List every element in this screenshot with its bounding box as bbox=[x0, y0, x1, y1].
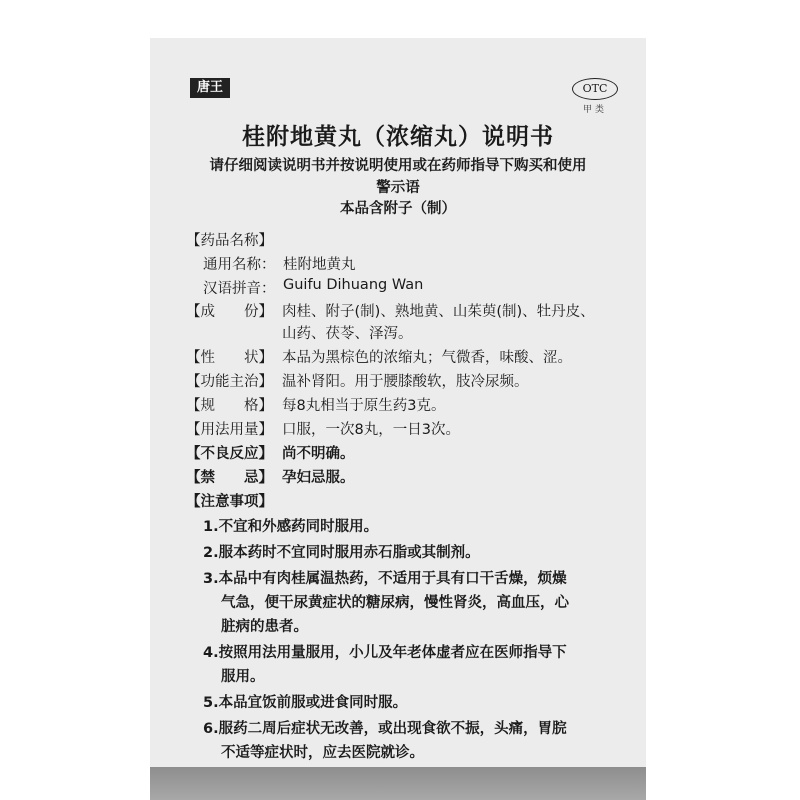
otc-class: 甲类 bbox=[582, 105, 607, 115]
precautions-label: 【注意事项】 bbox=[186, 494, 273, 510]
ingredients-label: 【成 份】 bbox=[186, 304, 273, 320]
dosage-value: 口服，一次8丸，一日3次。 bbox=[282, 422, 460, 438]
precaution-item: 3.本品中有肉桂属温热药，不适用于具有口干舌燥，烦燥 bbox=[203, 571, 567, 587]
leaflet-shadow bbox=[150, 767, 646, 800]
pinyin-value: Guifu Dihuang Wan bbox=[283, 277, 424, 293]
precaution-item: 6.服药二周后症状无改善，或出现食欲不振，头痛，胃脘 bbox=[203, 721, 567, 737]
contraindications-label: 【禁 忌】 bbox=[186, 470, 273, 486]
description-value: 本品为黑棕色的浓缩丸；气微香，味酸、涩。 bbox=[282, 350, 572, 366]
brand-logo: 唐王 bbox=[190, 78, 230, 98]
document-title: 桂附地黄丸（浓缩丸）说明书 bbox=[242, 124, 554, 150]
ingredients-line-2: 山药、茯苓、泽泻。 bbox=[282, 326, 413, 342]
otc-label: OTC bbox=[572, 78, 618, 100]
drug-name-label: 【药品名称】 bbox=[186, 233, 273, 249]
ingredients-line-1: 肉桂、附子(制)、熟地黄、山茱萸(制)、牡丹皮、 bbox=[282, 304, 595, 320]
pinyin-label: 汉语拼音： bbox=[203, 281, 276, 297]
precaution-item-cont: 脏病的患者。 bbox=[221, 619, 308, 635]
document-subtitle: 请仔细阅读说明书并按说明使用或在药师指导下购买和使用 bbox=[209, 158, 587, 174]
dosage-label: 【用法用量】 bbox=[186, 422, 273, 438]
warning-heading: 警示语 bbox=[376, 180, 420, 196]
indications-label: 【功能主治】 bbox=[186, 374, 273, 390]
contraindications-value: 孕妇忌服。 bbox=[282, 470, 355, 486]
precaution-item: 5.本品宜饭前服或进食同时服。 bbox=[203, 695, 408, 711]
precaution-item: 1.不宜和外感药同时服用。 bbox=[203, 519, 379, 535]
adverse-value: 尚不明确。 bbox=[282, 446, 355, 462]
description-label: 【性 状】 bbox=[186, 350, 273, 366]
precaution-item: 4.按照用法用量服用，小儿及年老体虚者应在医师指导下 bbox=[203, 645, 567, 661]
generic-name-value: 桂附地黄丸 bbox=[283, 257, 356, 273]
generic-name-label: 通用名称： bbox=[203, 257, 276, 273]
specification-label: 【规 格】 bbox=[186, 398, 273, 414]
specification-value: 每8丸相当于原生药3克。 bbox=[282, 398, 446, 414]
warning-text: 本品含附子（制） bbox=[340, 201, 456, 217]
otc-badge bbox=[571, 78, 619, 115]
indications-value: 温补肾阳。用于腰膝酸软，肢冷尿频。 bbox=[282, 374, 529, 390]
precaution-item-cont: 气急，便干尿黄症状的糖尿病，慢性肾炎，高血压，心 bbox=[221, 595, 569, 611]
precaution-item: 2.服本药时不宜同时服用赤石脂或其制剂。 bbox=[203, 545, 480, 561]
adverse-label: 【不良反应】 bbox=[186, 446, 273, 462]
precaution-item-cont: 不适等症状时，应去医院就诊。 bbox=[221, 745, 424, 761]
precaution-item-cont: 服用。 bbox=[221, 669, 265, 685]
